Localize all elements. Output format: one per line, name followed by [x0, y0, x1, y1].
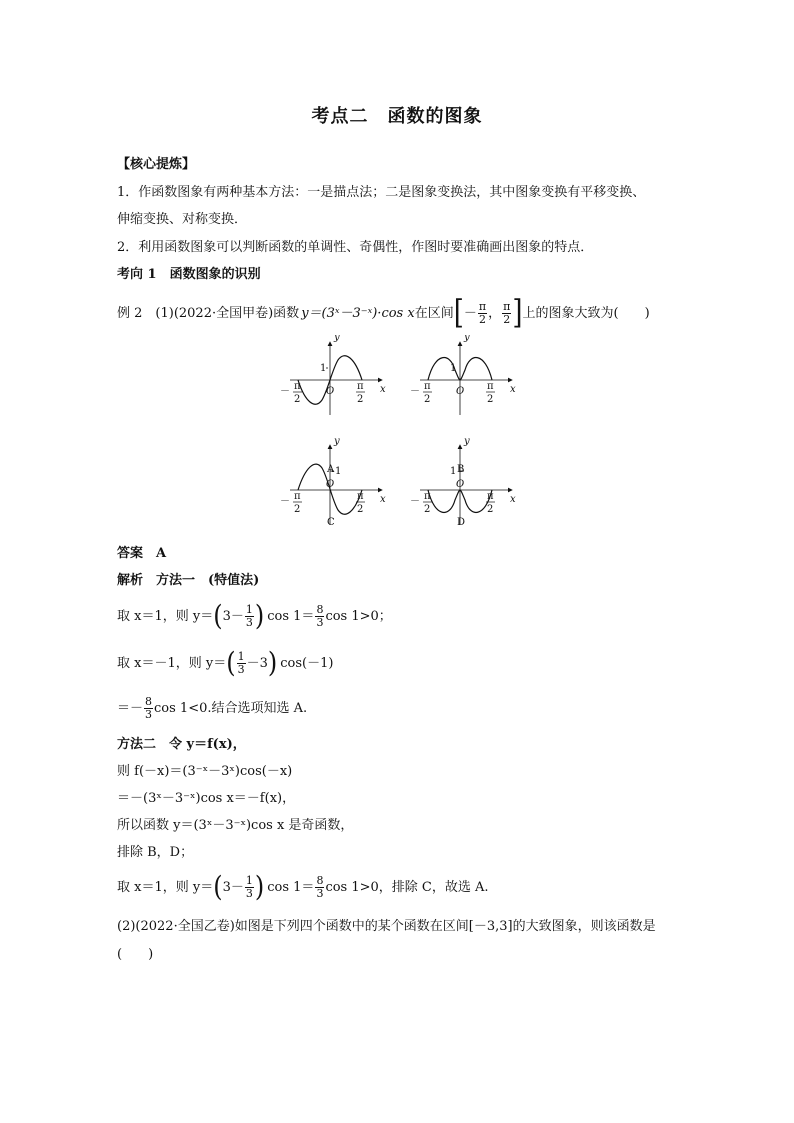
analysis-line-1: 取 x＝1，则 y＝ ( 3－ $\frac{1}{3}$ ) cos 1＝ $\frac{8}{3}$ cos 1>0； [117, 599, 392, 633]
point-2: 2．利用函数图象可以判断函数的单调性、奇偶性，作图时要准确画出图象的特点． [117, 240, 594, 255]
svg-text:π: π [357, 381, 364, 392]
svg-text:π: π [294, 381, 301, 392]
option-graphs [270, 335, 530, 535]
example-tail: 上的图象大致为( ) [522, 305, 650, 321]
svg-text:1: 1 [450, 466, 457, 477]
graph-label-a: A [327, 464, 335, 475]
svg-text:2: 2 [357, 394, 364, 405]
method-2-line-2: ＝－(3ˣ－3⁻ˣ)cos x＝－f(x)， [117, 791, 296, 806]
svg-text:π: π [487, 381, 494, 392]
example-question: 例 2 (1)(2022·全国甲卷)函数 y＝(3ˣ－3⁻ˣ)·cos x 在区间 [ － $\frac{\pi}{2}$ ， $\frac{\pi}{2}$ ] 上的图象大致为( ) [117, 294, 650, 332]
svg-text:O: O [456, 386, 465, 397]
answer: 答案 A [117, 546, 167, 561]
method-2-line-1: 则 f(－x)＝(3⁻ˣ－3ˣ)cos(－x) [117, 764, 293, 779]
svg-text:－: － [410, 496, 420, 507]
svg-text:2: 2 [424, 504, 431, 515]
method-2-line-4: 排除 B，D； [117, 845, 194, 860]
svg-text:2: 2 [487, 394, 494, 405]
svg-text:1: 1 [450, 363, 457, 374]
graph-d [410, 436, 516, 528]
point-1-line-2: 伸缩变换、对称变换． [117, 212, 248, 227]
question-2-line-1: (2)(2022·全国乙卷)如图是下列四个函数中的某个函数在区间[－3,3]的大致图象，则该函数是 [117, 919, 656, 934]
section-label: 【核心提炼】 [117, 157, 196, 172]
example-lead: 例 2 (1)(2022·全国甲卷)函数 [117, 305, 300, 321]
example-mid: 在区间 [414, 305, 454, 321]
graph-c [280, 436, 386, 528]
svg-text:1: 1 [335, 466, 342, 477]
svg-text:x: x [510, 384, 516, 395]
svg-text:－: － [410, 386, 420, 397]
interval-fraction-left: $\frac{\pi}{2}$ [478, 299, 487, 326]
method-2-line-5: 取 x＝1，则 y＝ ( 3－ $\frac{1}{3}$ ) cos 1＝ $\frac{8}{3}$ cos 1>0，排除 C，故选 A. [117, 870, 489, 904]
svg-text:－: － [280, 496, 290, 507]
svg-text:π: π [487, 491, 494, 502]
svg-text:y: y [334, 436, 340, 447]
svg-text:y: y [464, 335, 470, 343]
interval-fraction-right: $\frac{\pi}{2}$ [503, 299, 511, 326]
example-function: y＝(3ˣ－3⁻ˣ)·cos x [301, 305, 415, 321]
svg-text:2: 2 [294, 504, 301, 515]
graph-a [280, 335, 386, 475]
svg-text:y: y [464, 436, 470, 447]
analysis-line-2: 取 x＝－1，则 y＝ ( $\frac{1}{3}$ －3 ) cos(－1) [117, 646, 334, 680]
svg-text:x: x [380, 494, 386, 505]
svg-text:y: y [334, 335, 340, 343]
svg-text:x: x [510, 494, 516, 505]
method-2-line-3: 所以函数 y＝(3ˣ－3⁻ˣ)cos x 是奇函数， [117, 818, 354, 833]
point-1-line-1: 1．作函数图象有两种基本方法：一是描点法；二是图象变换法，其中图象变换有平移变换、 [117, 185, 646, 200]
svg-text:2: 2 [357, 504, 364, 515]
page-title: 考点二 函数的图象 [311, 106, 483, 127]
svg-text:－: － [280, 386, 290, 397]
svg-text:O: O [456, 479, 465, 490]
svg-text:π: π [424, 491, 431, 502]
svg-text:π: π [357, 491, 364, 502]
graph-label-d: D [457, 517, 466, 528]
svg-text:x: x [380, 384, 386, 395]
svg-text:O: O [326, 386, 335, 397]
analysis-line-3: ＝－ $\frac{8}{3}$ cos 1<0.结合选项知选 A. [117, 694, 308, 721]
question-2-line-2: ( ) [117, 947, 154, 962]
svg-text:2: 2 [487, 504, 494, 515]
svg-text:2: 2 [294, 394, 301, 405]
analysis-header: 解析 方法一 (特值法) [117, 573, 260, 588]
svg-text:π: π [294, 491, 301, 502]
method-2-heading: 方法二 令 y＝f(x)， [117, 737, 246, 752]
svg-text:O: O [326, 479, 335, 490]
svg-text:π: π [424, 381, 431, 392]
svg-text:2: 2 [424, 394, 431, 405]
direction-heading: 考向 1 函数图象的识别 [117, 267, 261, 282]
svg-text:1: 1 [320, 363, 327, 374]
graph-label-b: B [457, 464, 465, 475]
graph-b [410, 335, 516, 475]
graph-label-c: C [327, 517, 335, 528]
